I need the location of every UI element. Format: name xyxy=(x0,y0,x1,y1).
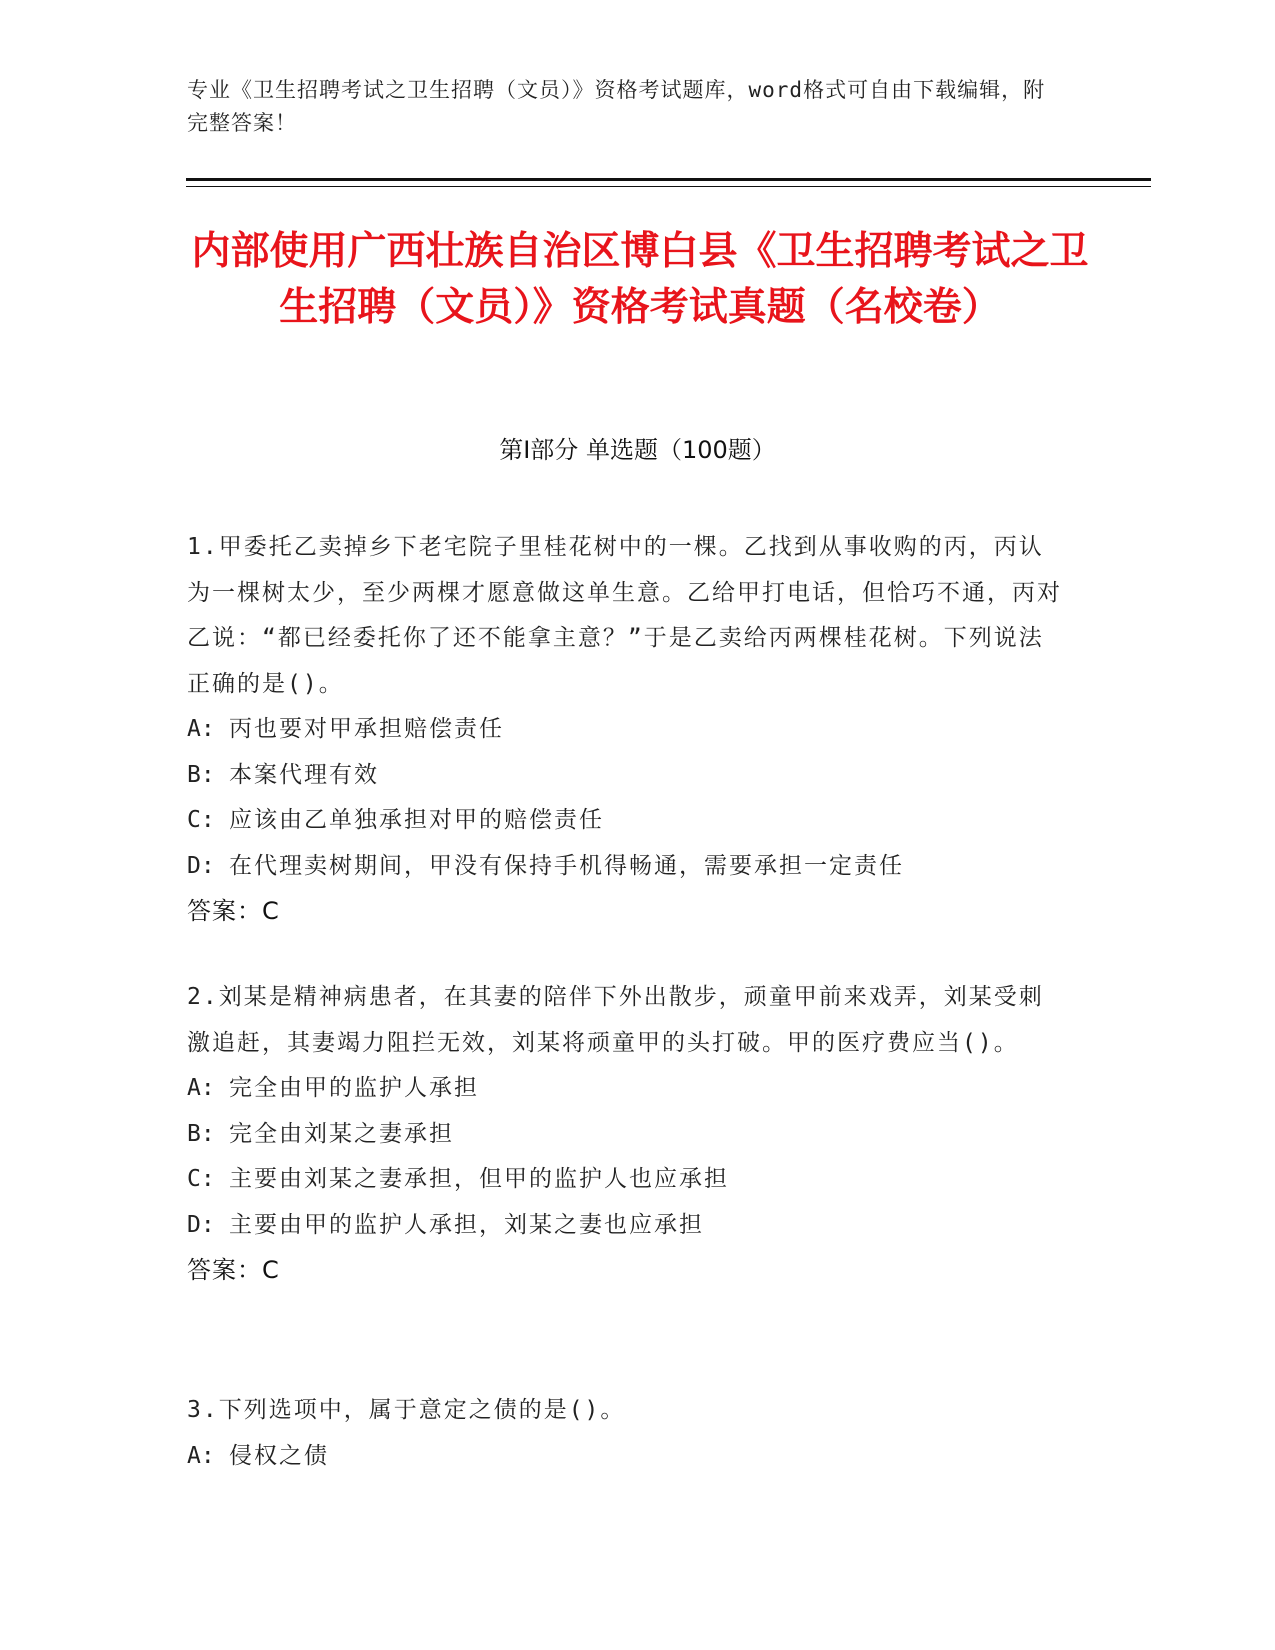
option-text: 完全由甲的监护人承担 xyxy=(229,1075,479,1101)
option-text: 主要由刘某之妻承担，但甲的监护人也应承担 xyxy=(229,1166,729,1192)
option-d xyxy=(187,1203,1067,1249)
option-text: 侵权之债 xyxy=(229,1442,329,1469)
answer: 答案：C xyxy=(187,1256,280,1284)
header-rule-thick xyxy=(186,178,1151,181)
header-rule-thin xyxy=(186,186,1151,187)
document-title: 内部使用广西壮族自治区博白县《卫生招聘考试之卫生招聘（文员）》资格考试真题（名校卷） xyxy=(191,229,1089,330)
option-text: 完全由刘某之妻承担 xyxy=(229,1120,454,1147)
question-stem: 2.刘某是精神病患者，在其妻的陪伴下外出散步，顽童甲前来戏弄，刘某受刺激追赶，其妻竭力阻拦无效，刘某将顽童甲的头打破。甲的医疗费应当()。 xyxy=(187,984,1044,1056)
option-b xyxy=(187,753,1067,799)
option-letter: C: xyxy=(187,807,215,833)
question-3 xyxy=(187,1388,1067,1479)
option-d xyxy=(187,844,1067,890)
option-b xyxy=(187,1112,1067,1158)
option-a xyxy=(187,707,1067,753)
option-letter: A: xyxy=(187,1442,215,1469)
option-letter: B: xyxy=(187,1120,215,1147)
option-letter: A: xyxy=(187,1075,215,1101)
question-stem: 3.下列选项中，属于意定之债的是()。 xyxy=(187,1397,626,1423)
option-c xyxy=(187,798,1067,844)
option-a xyxy=(187,1434,1067,1480)
option-text: 在代理卖树期间，甲没有保持手机得畅通，需要承担一定责任 xyxy=(229,852,904,879)
option-text: 本案代理有效 xyxy=(229,761,379,788)
option-c xyxy=(187,1157,1067,1203)
option-text: 丙也要对甲承担赔偿责任 xyxy=(229,716,504,742)
section-heading: 第Ⅰ部分 单选题（100题） xyxy=(499,436,776,464)
header-note: 专业《卫生招聘考试之卫生招聘（文员）》资格考试题库，word格式可自由下载编辑，附完整答案！ xyxy=(187,78,1046,135)
question-1 xyxy=(187,525,1067,934)
option-letter: C: xyxy=(187,1166,215,1192)
question-stem: 1.甲委托乙卖掉乡下老宅院子里桂花树中的一棵。乙找到从事收购的丙，丙认为一棵树太少，至少两棵才愿意做这单生意。乙给甲打电话，但恰巧不通，丙对乙说：“都已经委托你了还不能拿主意？”于是乙卖给丙两棵桂花树。下列说法正确的是()。 xyxy=(187,534,1062,697)
option-letter: A: xyxy=(187,716,215,742)
option-letter: D: xyxy=(187,852,215,879)
question-2 xyxy=(187,975,1067,1293)
option-text: 主要由甲的监护人承担，刘某之妻也应承担 xyxy=(229,1211,704,1238)
answer: 答案：C xyxy=(187,897,280,925)
option-text: 应该由乙单独承担对甲的赔偿责任 xyxy=(229,807,604,833)
option-letter: B: xyxy=(187,761,215,788)
option-letter: D: xyxy=(187,1211,215,1238)
option-a xyxy=(187,1066,1067,1112)
